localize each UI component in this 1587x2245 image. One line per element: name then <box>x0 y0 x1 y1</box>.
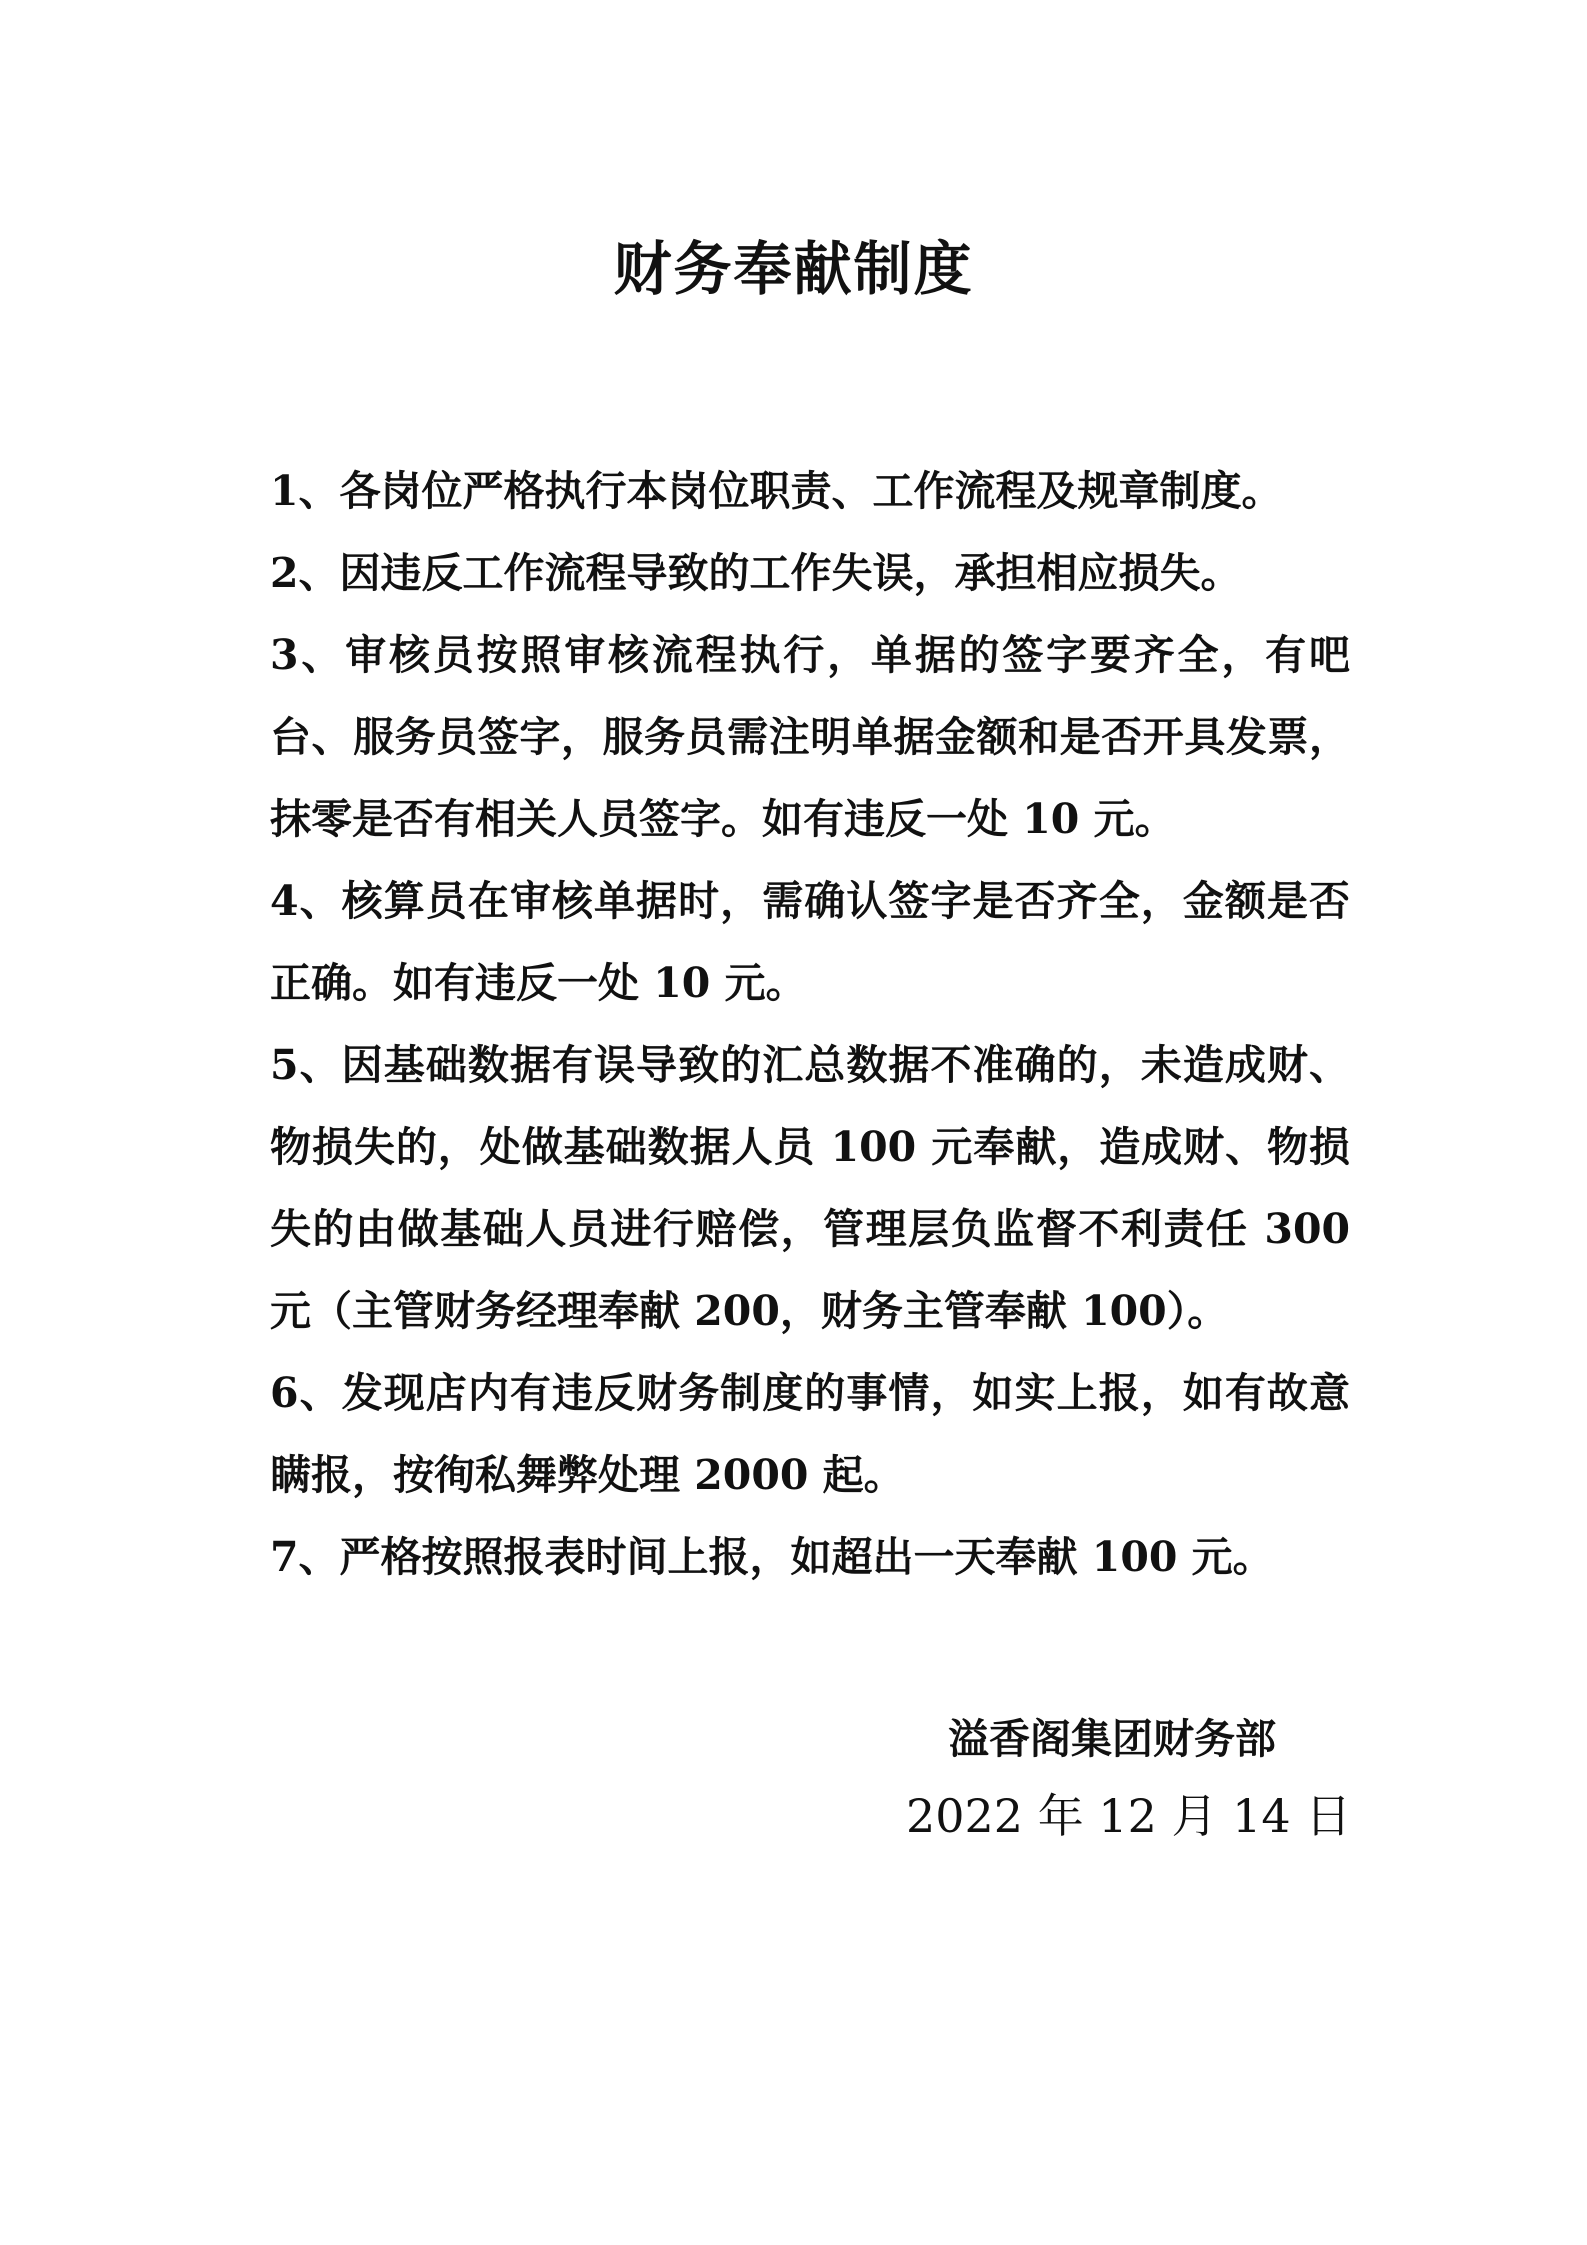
rule-item-6: 6、发现店内有违反财务制度的事情，如实上报，如有故意瞒报，按徇私舞弊处理 2000 起。 <box>270 1369 1350 1499</box>
issue-date: 2022 年 12 月 14 日 <box>906 1789 1352 1843</box>
document-title: 财务奉献制度 <box>613 235 974 303</box>
rule-item-2: 2、因违反工作流程导致的工作失误，承担相应损失。 <box>270 549 1242 597</box>
rule-item-7: 7、严格按照报表时间上报，如超出一天奉献 100 元。 <box>270 1533 1274 1581</box>
rule-item-3: 3、审核员按照审核流程执行，单据的签字要齐全，有吧台、服务员签字，服务员需注明单据金额和是否开具发票，抹零是否有相关人员签字。如有违反一处 10 元。 <box>270 631 1350 843</box>
rule-item-4: 4、核算员在审核单据时，需确认签字是否齐全，金额是否正确。如有违反一处 10 元。 <box>270 877 1350 1007</box>
rule-item-1: 1、各岗位严格执行本岗位职责、工作流程及规章制度。 <box>270 467 1283 515</box>
rule-item-5: 5、因基础数据有误导致的汇总数据不准确的，未造成财、物损失的，处做基础数据人员 100 元奉献，造成财、物损失的由做基础人员进行赔偿，管理层负监督不利责任 300 元（主管财务经理奉献 200，财务主管奉献 100）。 <box>270 1041 1350 1335</box>
issuer-signature: 溢香阁集团财务部 <box>948 1715 1276 1763</box>
rules-list <box>270 450 1350 1598</box>
